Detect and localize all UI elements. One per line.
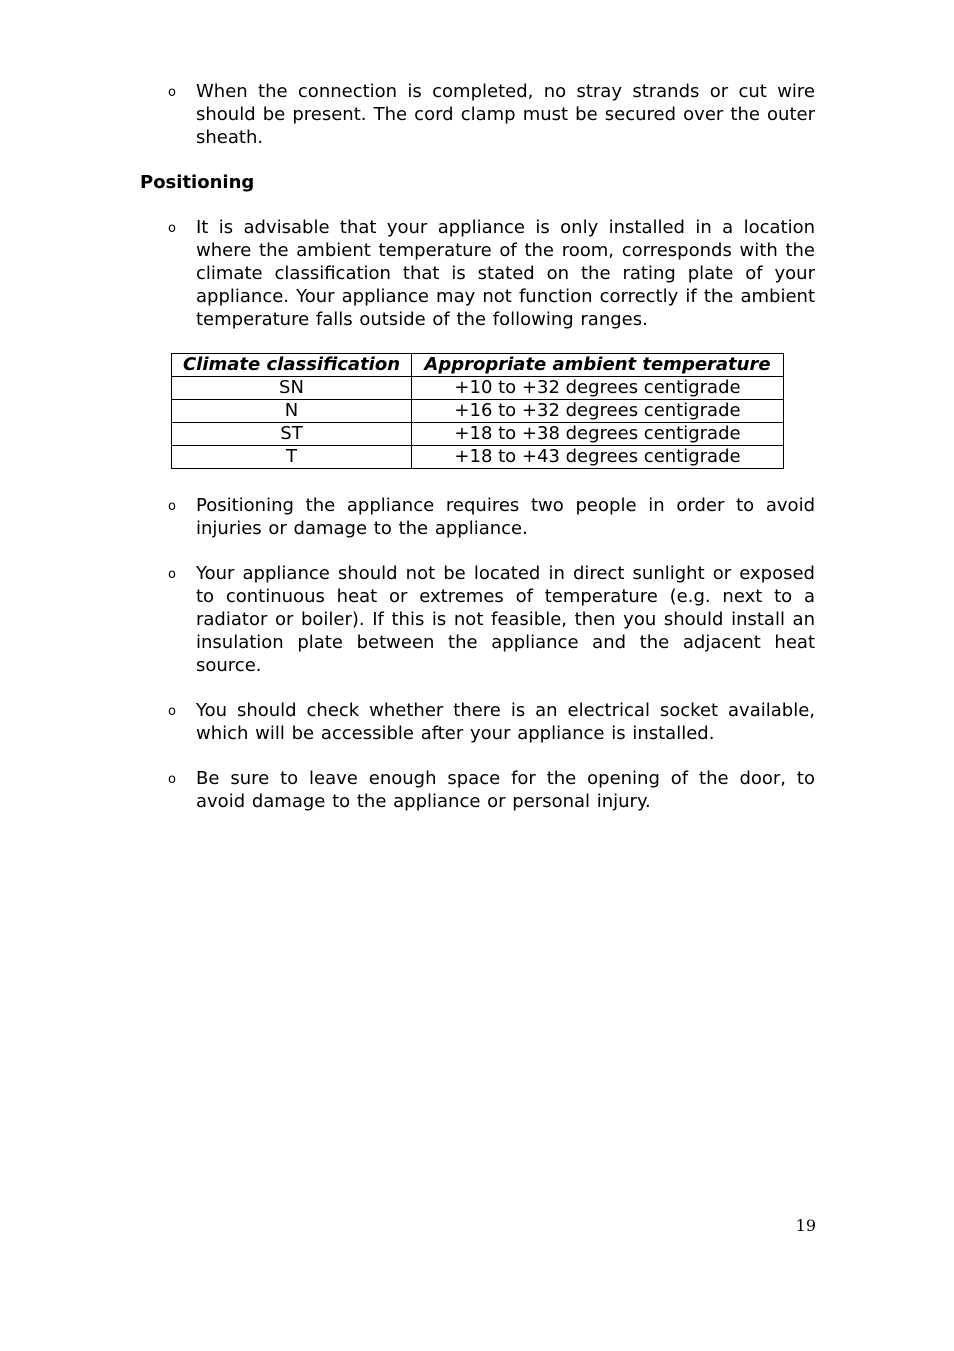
list-item-two-people [168, 494, 815, 540]
table-cell-range: +18 to +43 degrees centigrade [412, 446, 784, 469]
list-item-electrical-socket [168, 699, 815, 745]
table-cell-class: T [172, 446, 412, 469]
bullet-marker: o [168, 499, 176, 514]
list-item-sunlight-heat [168, 562, 815, 677]
bullet-text: Positioning the appliance requires two people in order to avoid injuries or damage to the appliance. [196, 495, 815, 539]
list-item-door-space [168, 767, 815, 813]
bullet-marker: o [168, 221, 176, 236]
table-row [172, 400, 784, 423]
table-header-row [172, 354, 784, 377]
table-row [172, 446, 784, 469]
bullet-text: It is advisable that your appliance is only installed in a location where the ambient temperature of the room, corresponds with the climate classification that is stated on the rating plate of your appliance. Your appliance may not function correctly if the ambient temperature falls outside of the following ranges. [196, 217, 815, 330]
table-cell-class: SN [172, 377, 412, 400]
section-heading-positioning: Positioning [140, 172, 255, 193]
column-header-temperature: Appropriate ambient temperature [412, 354, 784, 377]
bullet-marker: o [168, 85, 176, 100]
bullet-marker: o [168, 772, 176, 787]
table-cell-range: +18 to +38 degrees centigrade [412, 423, 784, 446]
bullet-marker: o [168, 567, 176, 582]
column-header-climate: Climate classification [172, 354, 412, 377]
bullet-text: Be sure to leave enough space for the opening of the door, to avoid damage to the appliance or personal injury. [196, 768, 815, 812]
bullet-text: Your appliance should not be located in direct sunlight or exposed to continuous heat or extremes of temperature (e.g. next to a radiator or boiler). If this is not feasible, then you should install an insulation plate between the appliance and the adjacent heat source. [196, 563, 815, 676]
table-row [172, 423, 784, 446]
table-cell-range: +16 to +32 degrees centigrade [412, 400, 784, 423]
bullet-text: When the connection is completed, no stray strands or cut wire should be present. The cord clamp must be secured over the outer sheath. [196, 81, 815, 148]
climate-classification-table [171, 353, 784, 469]
list-item-connection [168, 80, 815, 149]
bullet-marker: o [168, 704, 176, 719]
table-row [172, 377, 784, 400]
table-cell-class: N [172, 400, 412, 423]
bullet-text: You should check whether there is an electrical socket available, which will be accessible after your appliance is installed. [196, 700, 815, 744]
page-number: 19 [795, 1216, 816, 1235]
table-cell-class: ST [172, 423, 412, 446]
list-item-ambient-temperature [168, 216, 815, 331]
table-cell-range: +10 to +32 degrees centigrade [412, 377, 784, 400]
